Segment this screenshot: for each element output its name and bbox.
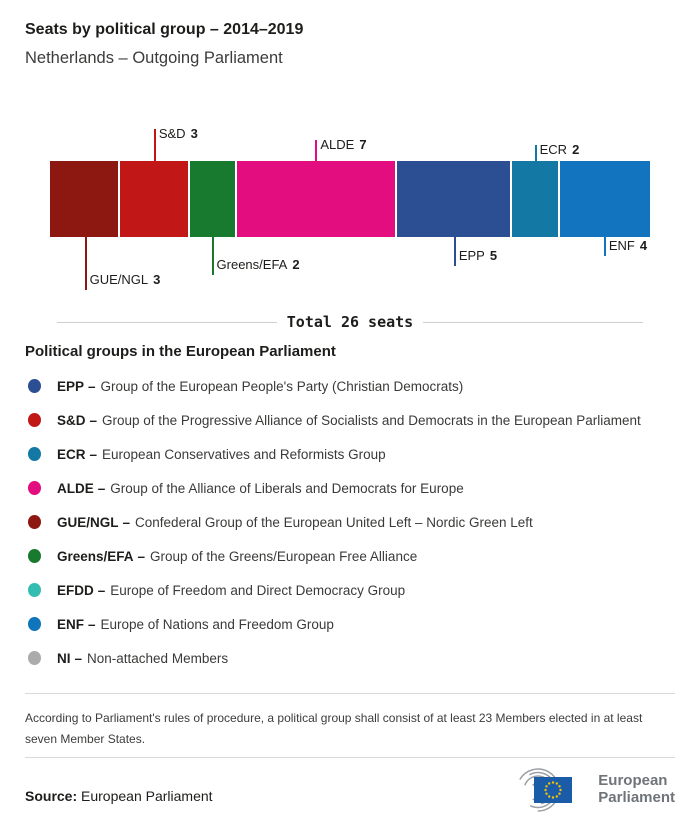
stacked-bar xyxy=(50,126,650,287)
callout-label-greens-efa xyxy=(217,258,300,272)
source-value: European Parliament xyxy=(81,788,213,804)
ep-logo-hemicycle-icon xyxy=(508,766,590,812)
callout-group-name: ECR xyxy=(539,142,568,157)
callout-tick-gue-ngl xyxy=(85,237,87,290)
legend-code: ECR xyxy=(57,446,86,462)
bar-segment-gue-ngl xyxy=(50,161,118,237)
legend-code: S&D xyxy=(57,412,86,428)
ep-logo-text xyxy=(598,772,675,806)
legend-item-ni xyxy=(25,648,675,668)
legend-item-greens-efa xyxy=(25,546,675,566)
legend-list xyxy=(25,376,675,668)
legend-separator: – xyxy=(97,480,106,496)
callout-tick-greens-efa xyxy=(212,237,214,275)
bar-segment-ecr xyxy=(512,161,557,237)
callout-label-enf xyxy=(609,239,647,253)
legend-separator: – xyxy=(122,514,131,530)
eu-flag-icon xyxy=(534,777,572,803)
callout-seat-count: 2 xyxy=(572,142,580,157)
group-color-dot xyxy=(28,651,41,665)
callout-tick-alde xyxy=(315,140,317,161)
legend-code: EFDD xyxy=(57,582,94,598)
legend-code: ALDE xyxy=(57,480,94,496)
callout-tick-enf xyxy=(604,237,606,256)
legend-item-efdd xyxy=(25,580,675,600)
callout-group-name: GUE/NGL xyxy=(89,272,149,287)
callout-group-name: Greens/EFA xyxy=(216,257,288,272)
group-color-dot xyxy=(28,515,41,529)
legend-separator: – xyxy=(88,616,96,632)
callout-seat-count: 2 xyxy=(292,257,300,272)
legend-item-enf xyxy=(25,614,675,634)
divider-line-right xyxy=(423,322,643,323)
legend-code: NI xyxy=(57,650,71,666)
legend-name: Confederal Group of the European United Left – Nordic Green Left xyxy=(135,514,533,530)
bar-segment-enf xyxy=(560,161,650,237)
legend-separator: – xyxy=(88,378,96,394)
legend-name: Non-attached Members xyxy=(87,650,229,666)
callout-label-epp xyxy=(459,249,497,263)
bar-segment-s-d xyxy=(120,161,188,237)
callout-group-name: ENF xyxy=(608,238,635,253)
legend-code: GUE/NGL xyxy=(57,514,119,530)
callout-seat-count: 4 xyxy=(639,238,648,253)
total-seats-label: Total 26 seats xyxy=(286,313,414,331)
source-row xyxy=(25,766,675,812)
legend-separator: – xyxy=(137,548,146,564)
legend-separator: – xyxy=(97,582,106,598)
footnote-divider-top xyxy=(25,693,675,694)
callout-seat-count: 7 xyxy=(359,137,367,152)
legend-code: ENF xyxy=(57,616,84,632)
ep-logo-text-line2: Parliament xyxy=(598,789,675,806)
group-color-dot xyxy=(28,379,41,393)
page-subtitle: Netherlands – Outgoing Parliament xyxy=(25,49,283,67)
legend-separator: – xyxy=(89,412,98,428)
total-seats-divider xyxy=(57,313,643,331)
callout-tick-ecr xyxy=(535,145,537,161)
callout-seat-count: 3 xyxy=(190,126,198,141)
legend-code: Greens/EFA xyxy=(57,548,134,564)
legend-name: Group of the Progressive Alliance of Socialists and Democrats in the European Parliament xyxy=(102,412,641,428)
legend-item-alde xyxy=(25,478,675,498)
callout-seat-count: 5 xyxy=(489,248,498,263)
legend-item-gue-ngl xyxy=(25,512,675,532)
ep-logo-text-line1: European xyxy=(598,772,668,789)
bar-segment-alde xyxy=(237,161,395,237)
footnote-divider-bottom xyxy=(25,757,675,758)
legend-item-s-d xyxy=(25,410,675,430)
legend-name: Group of the Alliance of Liberals and Democrats for Europe xyxy=(110,480,464,496)
legend-name: Group of the European People's Party (Christian Democrats) xyxy=(100,378,464,394)
callout-seat-count: 3 xyxy=(153,272,161,287)
footnote-text: According to Parliament's rules of procedure, a political group shall consist of at least 23 Members elected in at least seven Member States. xyxy=(25,711,643,746)
divider-line-left xyxy=(57,322,277,323)
callout-group-name: S&D xyxy=(158,126,186,141)
legend-name: Group of the Greens/European Free Alliance xyxy=(150,548,418,564)
callout-group-name: EPP xyxy=(458,248,485,263)
group-color-dot xyxy=(28,617,41,631)
callout-group-name: ALDE xyxy=(320,137,355,152)
source xyxy=(25,788,213,812)
callout-tick-s-d xyxy=(154,129,156,161)
bar-segment-greens-efa xyxy=(190,161,235,237)
callout-tick-epp xyxy=(454,237,456,266)
legend-separator: – xyxy=(74,650,83,666)
legend-separator: – xyxy=(89,446,98,462)
legend-item-ecr xyxy=(25,444,675,464)
source-label: Source: xyxy=(25,788,78,804)
page-title: Seats by political group – 2014–2019 xyxy=(25,21,304,38)
seats-bar-chart xyxy=(50,107,650,301)
group-color-dot xyxy=(28,413,41,427)
legend-code: EPP xyxy=(57,378,85,394)
group-color-dot xyxy=(28,447,41,461)
group-color-dot xyxy=(28,549,41,563)
callout-label-s-d xyxy=(159,127,198,141)
callout-label-gue-ngl xyxy=(90,273,161,287)
group-color-dot xyxy=(28,583,41,597)
bar-segment-epp xyxy=(397,161,510,237)
callout-label-ecr xyxy=(540,143,580,157)
legend-item-epp xyxy=(25,376,675,396)
legend-name: Europe of Nations and Freedom Group xyxy=(100,616,334,632)
callout-label-alde xyxy=(320,138,366,152)
group-color-dot xyxy=(28,481,41,495)
legend-heading: Political groups in the European Parliament xyxy=(25,343,336,360)
chart-bottom-spacer xyxy=(50,237,650,301)
legend-name: European Conservatives and Reformists Group xyxy=(102,446,386,462)
ep-logo xyxy=(508,766,675,812)
legend-name: Europe of Freedom and Direct Democracy Group xyxy=(110,582,406,598)
